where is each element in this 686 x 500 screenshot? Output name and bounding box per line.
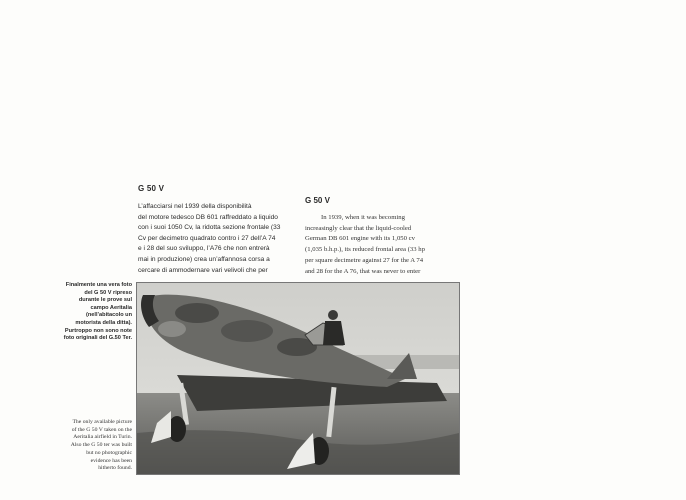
text-line: mai in produzione) crea un’affannosa corsa a <box>138 255 270 263</box>
caption-line: Aeritalia airfield in Turin. <box>73 434 132 441</box>
caption-line: motorista della ditta). <box>75 319 132 326</box>
caption-line: Also the G 50 ter was built <box>70 442 132 449</box>
caption-line: (nell’abitacolo un <box>86 312 132 319</box>
caption-line: durante le prove sul <box>78 297 132 304</box>
text-line: per square decimetre against 27 for the A 74 <box>305 256 424 264</box>
camouflage-patch <box>221 320 273 342</box>
camouflage-patch <box>175 303 219 323</box>
text-line: con i suoi 1050 Cv, la ridotta sezione frontale (33 <box>138 224 281 232</box>
caption-line: del G 50 V ripreso <box>84 289 132 296</box>
text-line: cercare di ammodernare vari velivoli che per <box>138 266 268 274</box>
caption-line: evidence has been <box>90 457 132 464</box>
body-text-english <box>305 213 459 277</box>
text-line: (1,035 b.h.p.), its reduced frontal area (33 hp <box>305 246 425 254</box>
section-heading-english: G 50 V <box>305 196 330 205</box>
section-heading-italian: G 50 V <box>138 184 165 193</box>
mechanic-head <box>328 310 338 320</box>
text-line: In 1939, when it was becoming <box>321 214 405 221</box>
text-line: Cv per decimetro quadrato contro i 27 dell’A 74 <box>138 234 276 242</box>
photo-caption-english <box>40 419 132 473</box>
text-line: and 28 for the A 76, that was never to enter <box>305 267 421 275</box>
text-line: L’affacciarsi nel 1939 della disponibilità <box>138 203 252 210</box>
caption-line: but no photographic <box>86 449 132 456</box>
caption-line: The only available picture <box>72 419 132 425</box>
aircraft-photo <box>136 282 460 475</box>
caption-line: campo Aeritalia <box>90 304 132 311</box>
text-line: e i 28 del suo sviluppo, l’A76 che non entrerà <box>138 245 270 253</box>
text-line: del motore tedesco DB 601 raffreddato a liquido <box>138 213 278 221</box>
photo-caption-italian <box>40 282 132 343</box>
aircraft-photo-illustration <box>137 283 459 474</box>
caption-line: Finalmente una vera foto <box>65 282 132 288</box>
body-text-italian <box>138 202 290 276</box>
text-line: German DB 601 engine with its 1,050 cv <box>305 235 415 243</box>
caption-line: Purtroppo non sono note <box>64 327 132 334</box>
caption-line: hitherto found. <box>98 465 132 472</box>
text-line: increasingly clear that the liquid-cooled <box>305 224 412 232</box>
camouflage-patch <box>158 321 186 337</box>
caption-line: of the G 50 V taken on the <box>71 426 132 433</box>
caption-line: foto originali del G.50 Ter. <box>63 335 132 342</box>
